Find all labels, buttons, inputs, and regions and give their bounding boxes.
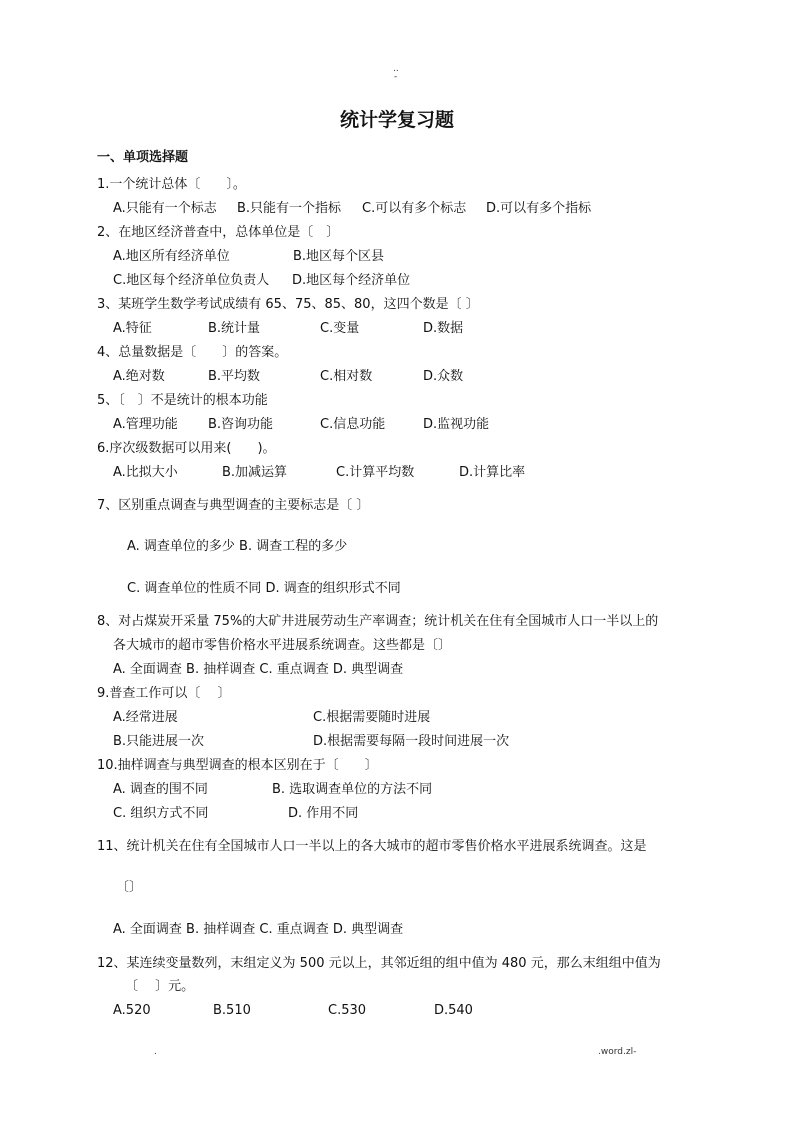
q2-option-c: C.地区每个经济单位负责人 <box>113 273 270 288</box>
q9-option-c: C.根据需要随时进展 <box>313 710 431 725</box>
q8-options: A. 全面调查 B. 抽样调查 C. 重点调查 D. 典型调查 <box>113 662 404 677</box>
question-1-stem: 1.一个统计总体〔 〕。 <box>97 177 246 192</box>
q5-option-d: D.监视功能 <box>423 417 490 432</box>
q6-option-b: B.加减运算 <box>222 465 288 480</box>
q10-option-d: D. 作用不同 <box>288 806 359 821</box>
q3-option-c: C.变量 <box>320 321 360 336</box>
q6-option-a: A.比拟大小 <box>113 465 178 480</box>
q5-option-a: A.管理功能 <box>113 417 178 432</box>
question-2-stem: 2、在地区经济普查中，总体单位是〔 〕 <box>97 225 340 240</box>
q7-options-ab: A. 调查单位的多少 B. 调查工程的多少 <box>127 539 348 554</box>
q3-option-d: D.数据 <box>423 321 464 336</box>
question-3-stem: 3、某班学生数学考试成绩有 65、75、85、80，这四个数是〔 〕 <box>97 297 479 312</box>
q12-option-d: D.540 <box>434 1003 473 1018</box>
question-10-stem: 10.抽样调查与典型调查的根本区别在于〔 〕 <box>97 758 378 773</box>
q3-option-b: B.统计量 <box>208 321 261 336</box>
question-12-stem-line2: 〔 〕元。 <box>125 979 195 994</box>
section-heading: 一、单项选择题 <box>97 150 189 165</box>
question-11-bracket: 〔〕 <box>116 880 143 895</box>
q4-option-a: A.绝对数 <box>113 369 165 384</box>
q11-options: A. 全面调查 B. 抽样调查 C. 重点调查 D. 典型调查 <box>113 922 404 937</box>
q4-option-d: D.众数 <box>423 369 464 384</box>
q6-option-d: D.计算比率 <box>459 465 526 480</box>
q2-option-d: D.地区每个经济单位 <box>292 273 411 288</box>
page-title: 统计学复习题 <box>339 109 454 131</box>
q5-option-b: B.咨询功能 <box>208 417 274 432</box>
q7-options-cd: C. 调查单位的性质不同 D. 调查的组织形式不同 <box>127 581 401 596</box>
q12-option-c: C.530 <box>328 1003 367 1018</box>
q9-option-b: B.只能进展一次 <box>113 734 205 749</box>
q10-option-a: A. 调查的围不同 <box>113 782 208 797</box>
q9-option-a: A.经常进展 <box>113 710 178 725</box>
footer-dot: . <box>154 1047 157 1057</box>
q5-option-c: C.信息功能 <box>320 417 386 432</box>
q10-option-b: B. 选取调查单位的方法不同 <box>272 782 433 797</box>
question-11-stem: 11、统计机关在住有全国城市人口一半以上的各大城市的超市零售价格水平进展系统调查。这是 <box>97 839 647 854</box>
question-7-stem: 7、区别重点调查与典型调查的主要标志是〔 〕 <box>97 498 370 513</box>
question-12-stem-line1: 12、某连续变量数列，末组定义为 500 元以上，其邻近组的组中值为 480 元，那么末组组中值为 <box>97 956 661 971</box>
q4-option-c: C.相对数 <box>320 369 373 384</box>
question-6-stem: 6.序次级数据可以用来( )。 <box>97 441 276 456</box>
q1-option-a: A.只能有一个标志 <box>113 201 217 216</box>
q12-option-a: A.520 <box>113 1003 151 1018</box>
q2-option-b: B.地区每个区县 <box>293 249 385 264</box>
question-9-stem: 9.普查工作可以〔 〕 <box>97 686 231 701</box>
q10-option-c: C. 组织方式不同 <box>113 806 209 821</box>
q4-option-b: B.平均数 <box>208 369 261 384</box>
question-8-stem-line2: 各大城市的超市零售价格水平进展系统调查。这些都是〔〕 <box>113 638 452 653</box>
question-5-stem: 5、〔 〕不是统计的根本功能 <box>97 393 268 408</box>
q3-option-a: A.特征 <box>113 321 152 336</box>
q9-option-d: D.根据需要每隔一段时间进展一次 <box>313 734 510 749</box>
q1-option-c: C.可以有多个标志 <box>362 201 467 216</box>
header-marks: .. <box>393 64 399 74</box>
footer-watermark: .word.zl- <box>598 1047 637 1057</box>
q6-option-c: C.计算平均数 <box>336 465 415 480</box>
q1-option-d: D.可以有多个指标 <box>486 201 592 216</box>
q2-option-a: A.地区所有经济单位 <box>113 249 230 264</box>
q1-option-b: B.只能有一个指标 <box>237 201 342 216</box>
header-dash: - <box>394 72 398 82</box>
question-8-stem-line1: 8、对占煤炭开采量 75%的大矿井进展劳动生产率调查；统计机关在住有全国城市人口一半以上的 <box>97 614 659 629</box>
q12-option-b: B.510 <box>213 1003 251 1018</box>
question-4-stem: 4、总量数据是〔 〕的答案。 <box>97 345 288 360</box>
